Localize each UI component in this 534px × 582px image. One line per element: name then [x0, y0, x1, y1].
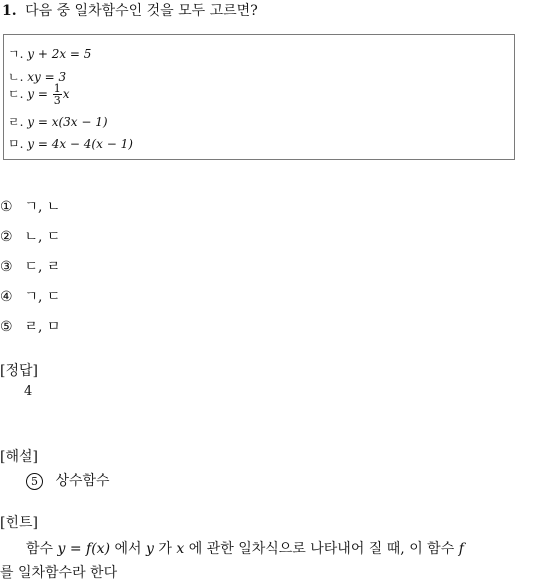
hint-text: 함수 — [26, 541, 58, 557]
choice-text: ㄱ, ㄷ — [24, 289, 61, 305]
item-label: ㄱ. — [8, 47, 24, 61]
item-a — [8, 45, 91, 62]
answer-value: 4 — [24, 384, 33, 399]
item-label: ㅁ. — [8, 137, 24, 151]
choice-text: ㄷ, ㄹ — [24, 259, 61, 275]
hint-line-1 — [26, 538, 464, 558]
item-expression-prefix: y = — [27, 87, 52, 101]
answer-heading: [정답] — [0, 363, 38, 379]
item-label: ㄷ. — [8, 87, 24, 101]
hint-text: 에 관한 일차식으로 나타내어 질 때, 이 함수 — [184, 541, 459, 557]
explanation-body — [26, 470, 110, 490]
question-number: 1. — [2, 3, 17, 19]
explanation-text: 상수함수 — [55, 473, 110, 489]
question-text: 다음 중 일차함수인 것을 모두 고르면? — [25, 3, 258, 19]
item-e — [8, 135, 133, 152]
question — [2, 0, 258, 20]
choice-mark: ⑤ — [0, 319, 13, 335]
item-expression: xy = 3 — [27, 70, 67, 84]
choice-5[interactable] — [0, 316, 60, 336]
hint-text: 가 — [153, 541, 177, 557]
hint-line-2: 를 일차함수라 한다 — [0, 565, 118, 581]
hint-math: x — [176, 541, 185, 557]
choice-1[interactable] — [0, 196, 60, 216]
item-c — [8, 83, 70, 106]
hint-math: y = f(x) — [57, 541, 111, 557]
choice-text: ㄴ, ㄷ — [24, 229, 61, 245]
item-expression: y = 4x − 4(x − 1) — [27, 137, 133, 151]
choice-text: ㄹ, ㅁ — [24, 319, 61, 335]
hint-heading: [힌트] — [0, 515, 38, 531]
choice-mark: ① — [0, 199, 13, 215]
hint-text: 에서 — [110, 541, 146, 557]
choice-mark: ③ — [0, 259, 13, 275]
item-expression: y + 2x = 5 — [27, 47, 92, 61]
choice-mark: ④ — [0, 289, 13, 305]
explanation-circled-number: 5 — [26, 473, 43, 490]
explanation-heading: [해설] — [0, 449, 38, 465]
item-label: ㄹ. — [8, 115, 24, 129]
choice-3[interactable] — [0, 256, 60, 276]
choice-2[interactable] — [0, 226, 60, 246]
item-expression: y = x(3x − 1) — [27, 115, 108, 129]
item-label: ㄴ. — [8, 70, 24, 84]
choice-mark: ② — [0, 229, 13, 245]
choice-4[interactable] — [0, 286, 60, 306]
fraction-numerator: 1 — [53, 82, 61, 95]
choice-text: ㄱ, ㄴ — [24, 199, 61, 215]
fraction — [53, 83, 62, 106]
fraction-denominator: 3 — [53, 94, 61, 107]
hint-math: f — [458, 541, 464, 557]
hint-math: y — [146, 541, 154, 557]
item-expression-suffix: x — [62, 87, 70, 101]
items-box — [3, 34, 515, 160]
item-d — [8, 113, 108, 130]
